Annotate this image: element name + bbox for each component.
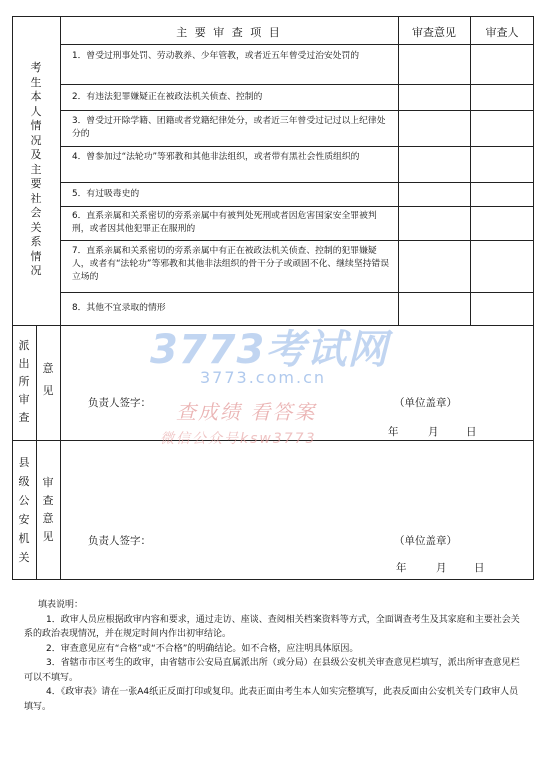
section-police-station-opinion-label: 意 见 xyxy=(42,362,54,397)
review-item-6: 6．直系亲属和关系密切的旁系亲属中有被判处死刑或者因危害国家安全罪被判刑，或者因其他犯罪正在服刑的 xyxy=(72,211,377,234)
county-police-stamp-label: （单位盖章） xyxy=(394,535,457,547)
county-police-date-month: 月 xyxy=(436,562,447,574)
table-divider xyxy=(60,44,534,45)
wechat-watermark: 微信公众号ksw3773 xyxy=(160,431,317,447)
table-divider xyxy=(60,16,61,580)
instruction-line-3: 3．省辖市市区考生的政审，由省辖市公安局直属派出所（或分局）在县级公安机关审查意见栏填写，派出所审查意见栏可以不填写。 xyxy=(24,658,520,683)
table-divider xyxy=(60,206,534,207)
section-county-police-label: 县 级 公 安 机 关 xyxy=(18,456,30,564)
review-item-2: 2．有违法犯罪嫌疑正在被政法机关侦查、控制的 xyxy=(72,92,263,102)
review-item-1: 1．曾受过刑事处罚、劳动教养、少年管教，或者近五年曾受过治安处罚的 xyxy=(72,51,360,61)
police-station-date-month: 月 xyxy=(428,426,439,438)
table-divider xyxy=(470,16,471,325)
table-divider xyxy=(398,16,399,325)
table-divider xyxy=(60,84,534,85)
police-station-signature-label: 负责人签字： xyxy=(88,397,151,409)
police-station-date-day: 日 xyxy=(466,426,477,438)
review-item-5: 5．有过吸毒史的 xyxy=(72,189,140,199)
table-divider xyxy=(60,110,534,111)
table-divider xyxy=(12,440,534,441)
section-personal-label: 考 生 本 人 情 况 及 主 要 社 会 关 系 情 况 xyxy=(30,61,42,278)
review-item-3: 3．曾受过开除学籍、团籍或者党籍纪律处分，或者近三年曾受过记过以上纪律处分的 xyxy=(72,116,386,139)
header-reviewer: 审查人 xyxy=(485,26,519,39)
instruction-line-2: 2．审查意见应有“合格”或“不合格”的明确结论。如不合格，应注明具体原因。 xyxy=(46,643,359,654)
police-station-date-year: 年 xyxy=(388,426,399,438)
site-url-watermark: 3773.com.cn xyxy=(200,368,326,387)
county-police-date-day: 日 xyxy=(474,562,485,574)
instruction-line-1: 1．政审人员应根据政审内容和要求，通过走访、座谈、查阅相关档案资料等方式，全面调查考生及其家庭和主要社会关系的政治表现情况，并在规定时间内作出初审结论。 xyxy=(24,614,520,639)
county-police-date-year: 年 xyxy=(396,562,407,574)
review-item-4: 4．曾参加过“法轮功”等邪教和其他非法组织，或者带有黑社会性质组织的 xyxy=(72,152,360,162)
table-divider xyxy=(12,325,534,326)
review-item-8: 8．其他不宜录取的情形 xyxy=(72,303,166,313)
section-police-station-label: 派 出 所 审 查 xyxy=(18,339,30,424)
section-county-police-opinion-label: 审 查 意 见 xyxy=(42,476,54,543)
slogan-watermark: 查成绩 看答案 xyxy=(176,400,317,424)
table-divider xyxy=(60,240,534,241)
county-police-signature-label: 负责人签字： xyxy=(88,535,151,547)
table-divider xyxy=(60,182,534,183)
header-opinion: 审查意见 xyxy=(412,26,456,39)
instructions-title: 填表说明： xyxy=(38,600,84,610)
instruction-line-4: 4．《政审表》请在一张A4纸正反面打印或复印。此表正面由考生本人如实完整填写，此表反面由公安机关专门政审人员填写。 xyxy=(24,687,519,712)
review-item-7: 7．直系亲属和关系密切的旁系亲属中有正在被政法机关侦查、控制的犯罪嫌疑人，或者有“法轮功”等邪教和其他非法组织的骨干分子或顽固不化、继续坚持错误立场的 xyxy=(72,246,390,282)
table-divider xyxy=(60,146,534,147)
site-logo-watermark: 3773考试网 xyxy=(150,327,389,373)
police-station-stamp-label: （单位盖章） xyxy=(394,397,457,409)
header-items: 主 要 审 查 项 目 xyxy=(176,26,282,39)
table-divider xyxy=(60,292,534,293)
instructions xyxy=(24,598,522,714)
